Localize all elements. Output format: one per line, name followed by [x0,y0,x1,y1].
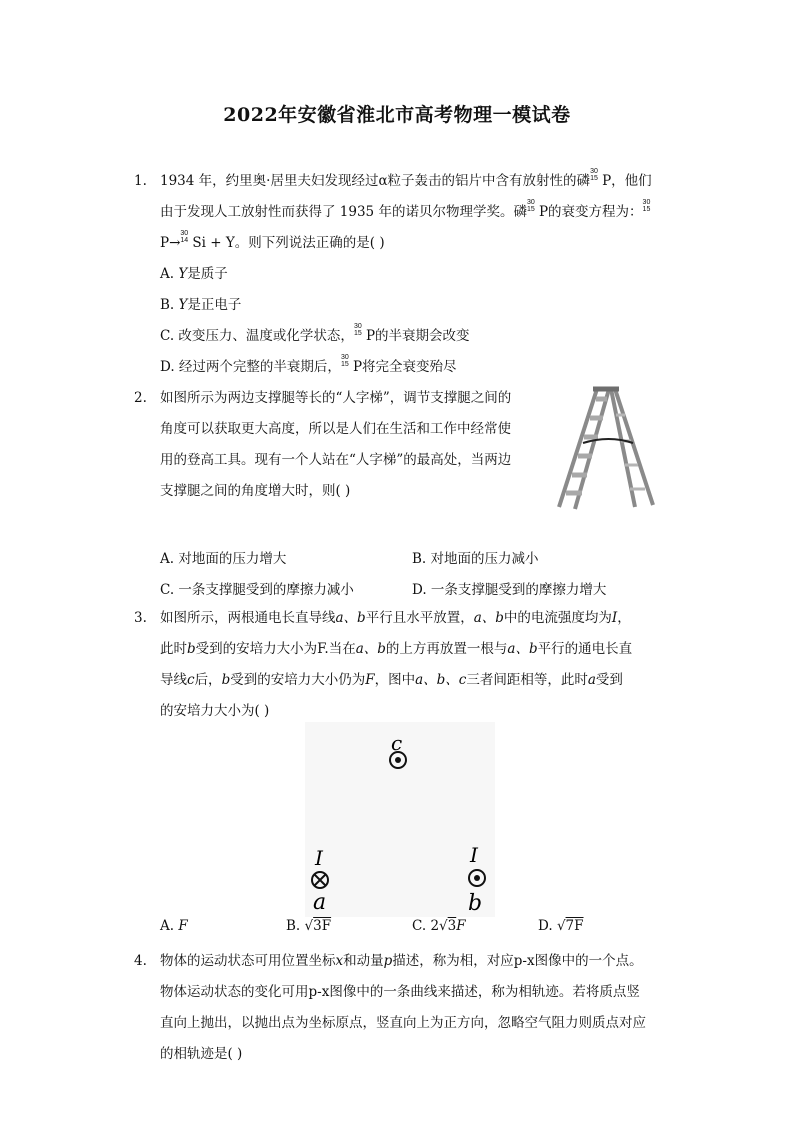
nuclide-symbol [340,352,353,368]
stem-text: 1934 年，约里奥·居里夫妇发现经过α粒子轰击的铝片中含有放射性的磷 [160,173,591,189]
question-number: 1. [134,173,147,189]
stem-text: 由于发现人工放射性而获得了 1935 年的诺贝尔物理学奖。磷 [160,204,527,220]
variable: Y [178,297,188,313]
nuclide-symbol [642,197,655,213]
variable: Y [178,266,188,282]
stem-line: 支撑腿之间的角度增大时，则( ) [160,483,351,499]
variable: b [221,672,231,688]
variable: I [611,610,618,626]
label-c: c [391,731,403,755]
stem-line: 角度可以获取更大高度，所以是人们在生活和工作中经常使 [160,421,511,437]
question-stem [160,946,700,1070]
stem-line: 物体运动状态的变化可用p-x图像中的一条曲线来描述，称为相轨迹。若将质点竖 [160,984,640,1000]
label-b: b [468,891,483,916]
stem-line: 如图所示为两边支撑腿等长的“人字梯”，调节支撑腿之间的 [160,390,512,406]
stem-text: 受到的安培力大小为F.当在 [195,641,356,657]
stem-text: 描述，称为相，对应p-x图像中的一个点。 [392,953,643,969]
stem-text: 如图所示，两根通电长直导线 [160,610,336,626]
stem-line [160,197,680,228]
nuclide-symbol [526,197,539,213]
option-letter: A. [160,918,175,934]
stem-line [160,946,700,977]
mass-number: 30 [526,199,535,206]
option-d[interactable] [160,352,680,383]
option-letter: B. [286,918,301,934]
stem-text: 受到的安培力大小仍为 [230,672,366,688]
nuclide-symbol [590,166,602,182]
variable: p [383,953,393,969]
option-b[interactable] [160,290,680,321]
option-text: 是正电子 [187,297,242,313]
step-ladder-figure [553,385,661,512]
option-d[interactable] [538,918,584,934]
stem-line [160,603,680,634]
option-d[interactable]: D. 一条支撑腿受到的摩擦力增大 [412,582,607,598]
stem-text: 中的电流强度均为 [503,610,612,626]
question-number: 3. [134,610,147,626]
sqrt-symbol: √ [439,918,448,934]
atomic-number: 14 [180,237,189,244]
option-text: C. 改变压力、温度或化学状态， [160,328,354,344]
stem-line [160,634,680,665]
stem-text: P→ [160,235,181,251]
option-text: 是质子 [187,266,228,282]
stem-text: Si + Y。则下列说法正确的是( ) [192,235,385,251]
option-c[interactable] [160,321,680,352]
option-letter: A. [160,266,175,282]
stem-text: 此时 [160,641,187,657]
variable: a、b [473,610,504,626]
page-title: 2022年安徽省淮北市高考物理一模试卷 [223,104,571,126]
option-b[interactable]: B. 对地面的压力减小 [412,551,539,567]
label-current-b: I [470,843,478,867]
stem-line: 的安培力大小为( ) [160,703,270,719]
variable: F [365,672,375,688]
variable: c [187,672,195,688]
stem-text: 后， [194,672,222,688]
option-b[interactable] [286,918,331,934]
label-current-a: I [315,846,323,870]
option-c[interactable]: C. 一条支撑腿受到的摩擦力减小 [160,582,354,598]
option-letter: C. [412,918,427,934]
stem-line [160,228,680,259]
option-value: 3F [313,918,332,934]
atomic-number: 15 [642,206,651,213]
question-stem [160,603,680,727]
stem-text: 平行且水平放置， [365,610,474,626]
variable: a、b [335,610,366,626]
variable: b [187,641,196,657]
question-number: 2. [134,390,147,406]
option-a[interactable]: A. 对地面的压力增大 [160,551,287,567]
stem-text: 导线 [160,672,187,688]
stem-text: 物体的运动状态可用位置坐标 [160,953,336,969]
wire-a-into-page-icon [312,872,328,888]
option-text: D. 经过两个完整的半衰期后， [160,359,341,375]
option-value: 3 [447,918,457,934]
variable: a、b、c [415,672,467,688]
option-text: P的半衰期会改变 [365,328,470,344]
variable: a、b [507,641,538,657]
stem-text: ，图中 [374,672,416,688]
stem-text: P，他们 [602,173,652,189]
stem-line [160,665,680,696]
stem-text: 的上方再放置一根与 [385,641,508,657]
option-value: F [456,918,466,934]
atomic-number: 15 [353,330,362,337]
option-letter: B. [160,297,175,313]
stem-text: ， [617,610,631,626]
atomic-number: 15 [526,206,535,213]
mass-number: 30 [353,323,362,330]
mass-number: 30 [340,354,349,361]
nuclide-symbol [180,228,192,244]
wires-figure [305,722,495,917]
option-a[interactable] [160,259,680,290]
mass-number: 30 [642,199,651,206]
stem-text: 受到 [595,672,623,688]
variable: a、b [355,641,386,657]
option-value: F [178,918,188,934]
question-number: 4. [134,953,147,969]
question-stem [160,166,680,383]
stem-line [160,166,680,197]
variable: x [335,953,344,969]
stem-text: P的衰变方程为： [538,204,643,220]
stem-text: 和动量 [343,953,384,969]
mass-number: 30 [180,230,189,237]
atomic-number: 15 [590,175,598,182]
stem-line: 用的登高工具。现有一个人站在“人字梯”的最高处，当两边 [160,452,512,468]
stem-text: 平行的通电长直 [537,641,633,657]
option-value: 7F [565,918,584,934]
mass-number: 30 [590,168,598,175]
stem-line: 的相轨迹是( ) [160,1046,243,1062]
variable: a [587,672,596,688]
nuclide-symbol [353,321,366,337]
sqrt-symbol: √ [556,918,566,934]
label-a: a [313,890,327,915]
wire-b-out-of-page-icon [469,870,485,886]
stem-line: 直向上抛出，以抛出点为坐标原点，竖直向上为正方向，忽略空气阻力则质点对应 [160,1015,646,1031]
option-a[interactable] [160,918,188,934]
option-value: 2 [430,918,440,934]
sqrt-symbol: √ [304,918,314,934]
option-letter: D. [538,918,553,934]
option-text: P将完全衰变殆尽 [352,359,457,375]
atomic-number: 15 [340,361,349,368]
stem-text: 三者间距相等，此时 [466,672,588,688]
option-c[interactable] [412,918,466,934]
